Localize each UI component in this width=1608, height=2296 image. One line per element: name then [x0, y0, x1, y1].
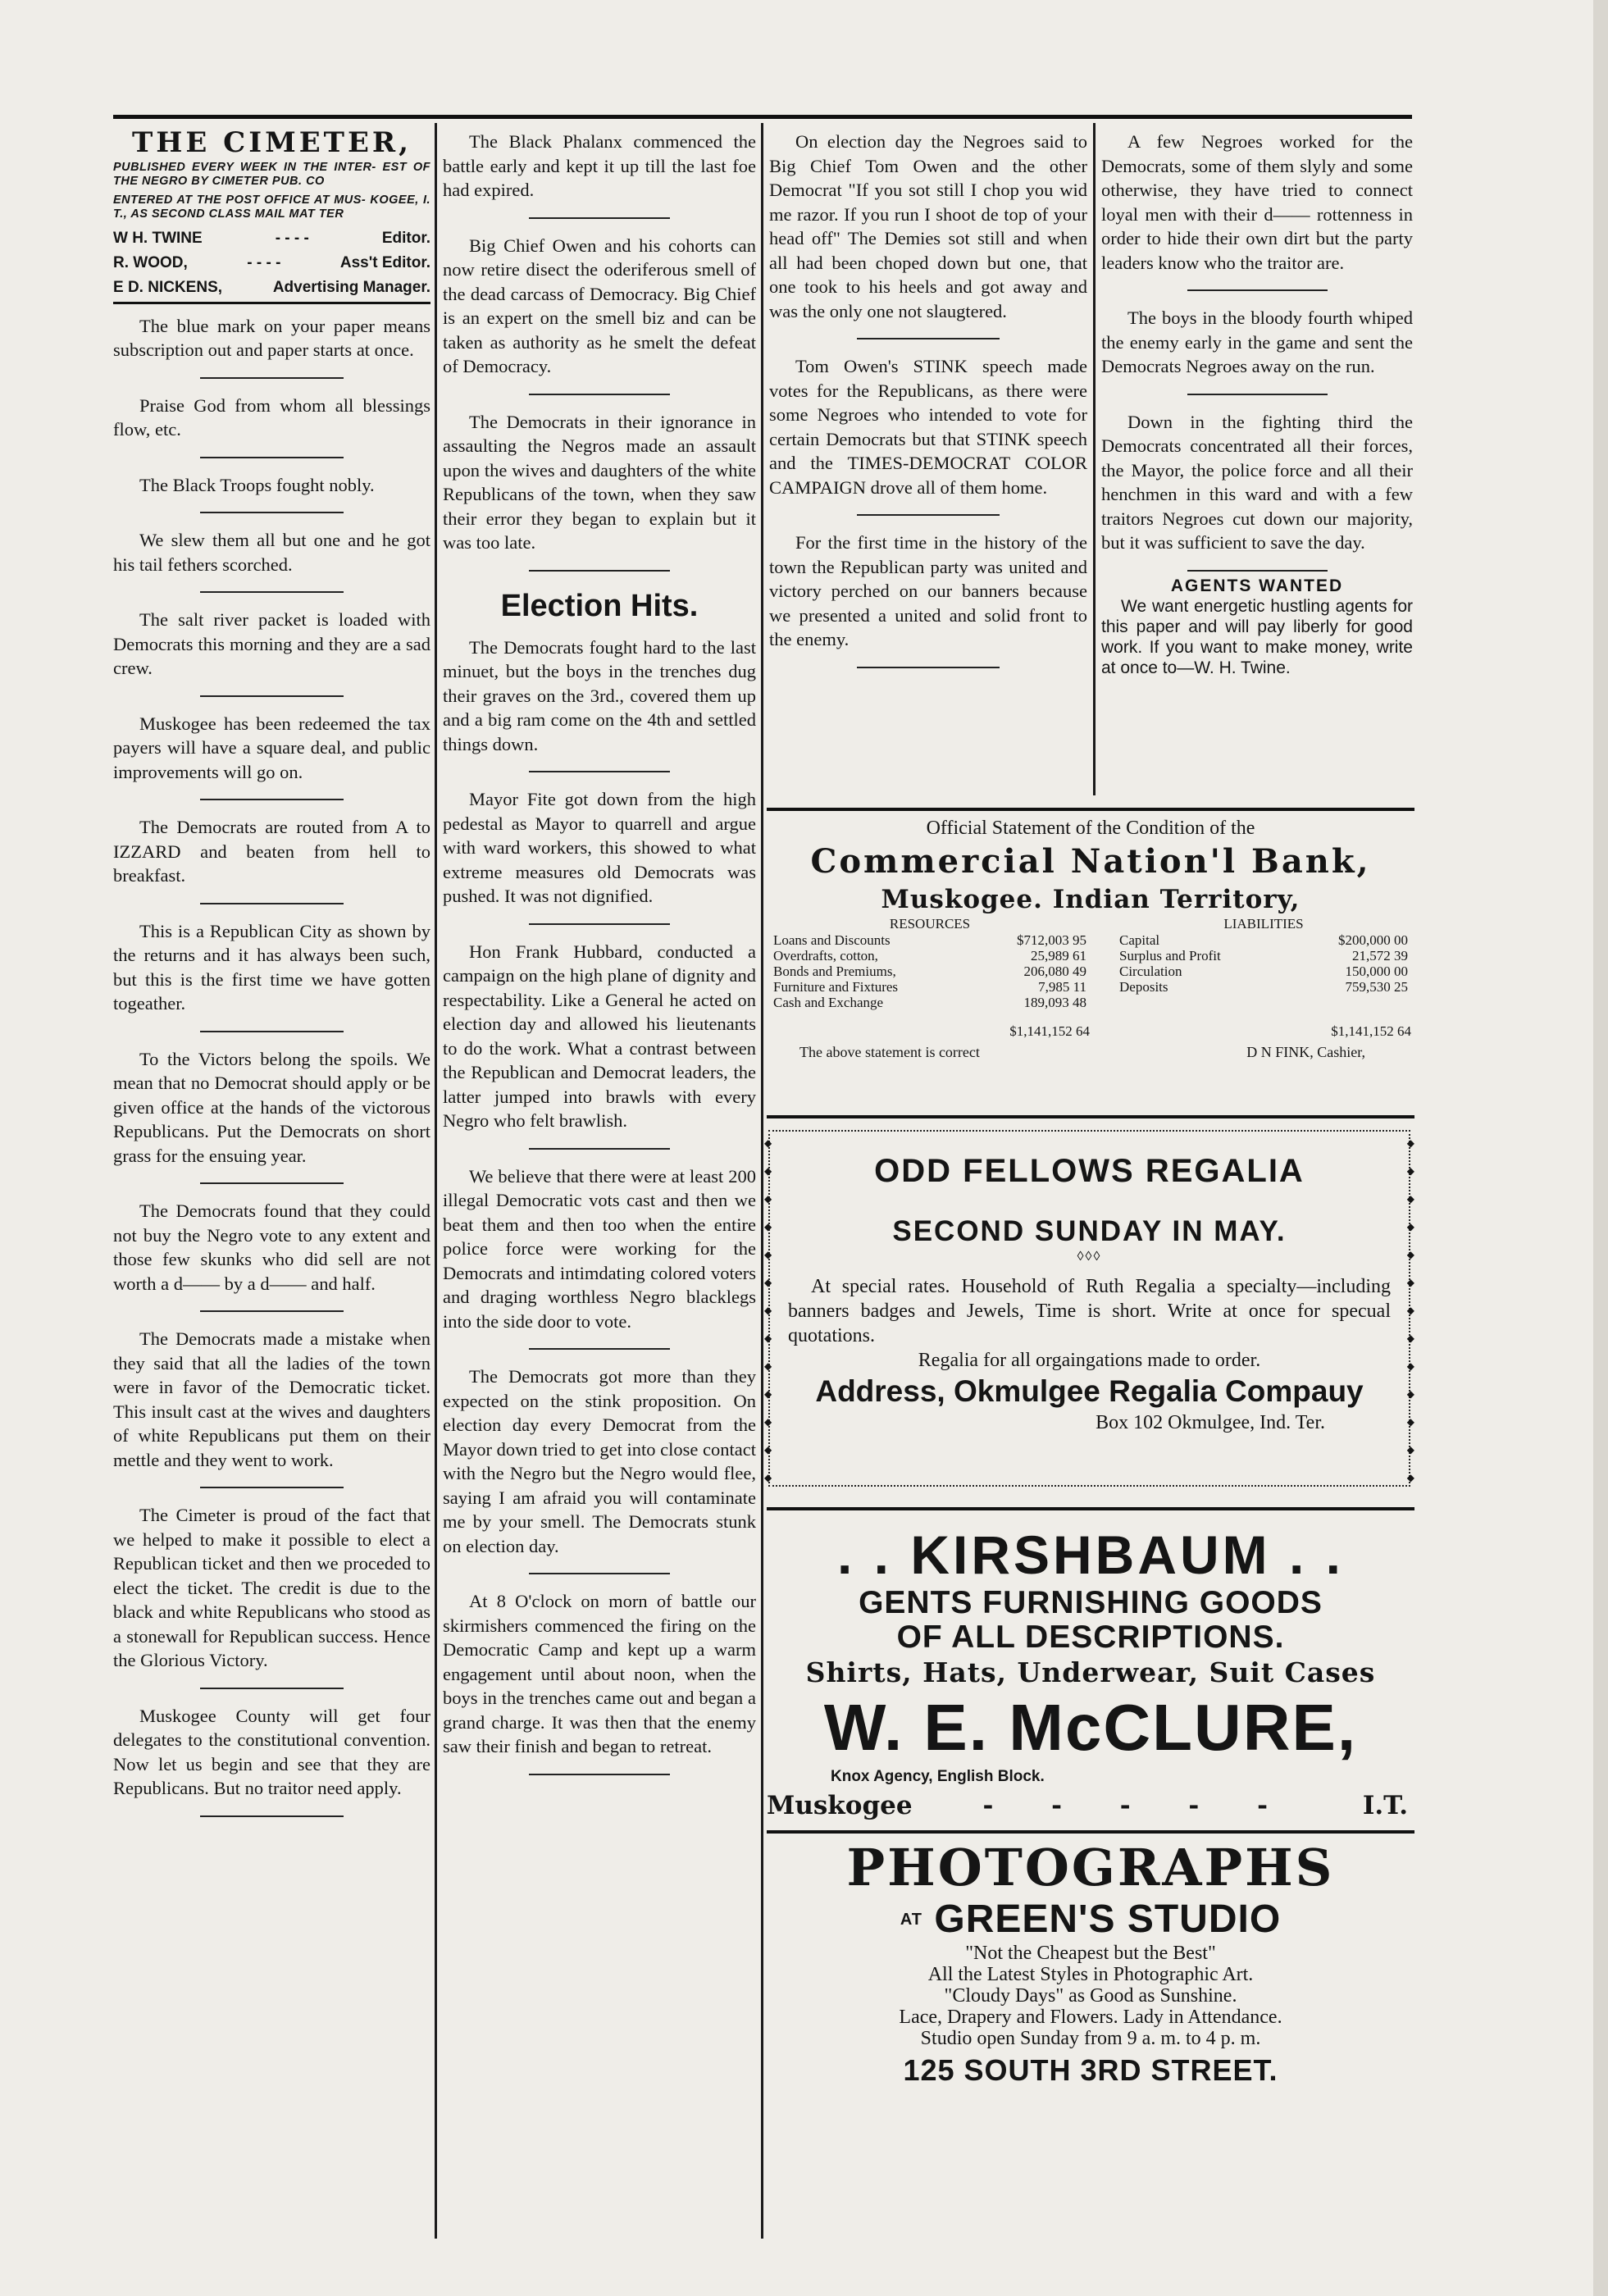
- staff-role: Advertising Manager.: [272, 278, 430, 296]
- article-paragraph: Big Chief Owen and his cohorts can now retire disect the oderiferous smell of the dead carcass of Democracy. Big Chief is an expert on the smell biz and can be taken as authority as he smelt the defeat of Democracy.: [443, 235, 756, 376]
- diamond-ornament: ◆: [1406, 1472, 1414, 1483]
- column-3: [769, 130, 1087, 802]
- studio-line: "Cloudy Days" as Good as Sunshine.: [944, 1985, 1237, 2007]
- statement-row: [770, 995, 1090, 1010]
- article-paragraph: We slew them all but one and he got his tail fethers scorched.: [113, 530, 430, 575]
- article-paragraph: On election day the Negroes said to Big Chief Tom Owen and the other Democrat "If you sot still I chop you wid me razor. If you run I shoot de top of your head off" The Demies sot still and when all had been choped down but one, that one took to his heels and got away and was the only one not slaugtered.: [769, 131, 1087, 321]
- gents-furnishing: GENTS FURNISHING GOODS: [859, 1585, 1323, 1620]
- diamond-ornament: ◆: [764, 1249, 772, 1260]
- diamond-ornament: ◆: [764, 1416, 772, 1428]
- statement-label: Cash and Exchange: [773, 995, 884, 1010]
- article-paragraph: We believe that there were at least 200 illegal Democratic vots cast and then we beat them and then too when the entire police force were working for the Democrats and intimdating colored voters and draging worthless Negro blacklegs into the side door to vote.: [443, 1165, 756, 1332]
- separator: [1187, 394, 1328, 395]
- article-paragraph: Muskogee has been redeemed the tax payers will have a square deal, and public improvements will go on.: [113, 713, 430, 782]
- column-rule-1: [435, 123, 437, 2239]
- statement-value: 189,093 48: [1023, 995, 1086, 1010]
- statement-label: Surplus and Profit: [1119, 948, 1221, 963]
- resources-block: [770, 916, 1090, 1040]
- statement-correct: The above statement is correct: [799, 1044, 980, 1060]
- column-3-items: [769, 130, 1087, 668]
- studio-lines: [767, 1943, 1414, 2049]
- diamond-ornament: ◆: [764, 1444, 772, 1456]
- diamond-ornament: ◆: [1406, 1249, 1414, 1260]
- column-rule-3: [1093, 123, 1096, 795]
- statement-label: Furniture and Fixtures: [773, 979, 899, 995]
- bank-name: Commercial Nation'l Bank,: [810, 842, 1371, 881]
- separator: [200, 457, 343, 458]
- bank-place: Muskogee. Indian Territory,: [881, 885, 1301, 914]
- rule-above-bank: [767, 808, 1414, 811]
- all-descriptions: OF ALL DESCRIPTIONS.: [896, 1620, 1285, 1655]
- resources-heading: RESOURCES: [889, 916, 971, 932]
- statement-label: Overdrafts, cotton,: [773, 948, 878, 963]
- diamond-ornament: ◆: [1406, 1388, 1414, 1400]
- kirshbaum-ad: [767, 1524, 1414, 1822]
- masthead-rule: [113, 302, 430, 304]
- diamond-ornament: ◆: [1406, 1165, 1414, 1177]
- separator: [200, 903, 343, 904]
- article-paragraph: Praise God from whom all blessings flow, etc.: [113, 394, 430, 440]
- kirshbaum-name: . . KIRSHBAUM . .: [836, 1524, 1344, 1585]
- separator: [200, 1031, 343, 1032]
- studio-line: "Not the Cheapest but the Best": [965, 1943, 1216, 1964]
- studio-line: Lace, Drapery and Flowers. Lady in Attendance.: [899, 2007, 1282, 2028]
- greens-studio: GREEN'S STUDIO: [934, 1897, 1282, 1941]
- separator: [529, 771, 670, 772]
- separator: [529, 1774, 670, 1775]
- statement-row: [770, 963, 1090, 979]
- article-paragraph: A few Negroes worked for the Democrats, some of them slyly and some otherwise, they have tried to connect loyal men with their d—— rottenness in order to hide their own dirt but the party leaders know who the traitor are.: [1101, 131, 1413, 273]
- statement-label: Loans and Discounts: [773, 932, 891, 948]
- separator: [1187, 570, 1328, 572]
- column-4: [1101, 130, 1413, 802]
- statement-value: $200,000 00: [1338, 932, 1408, 948]
- liabilities-table: [1116, 932, 1411, 995]
- rule-above-odd-fellows: [767, 1115, 1414, 1118]
- odd-fellows-body: At special rates. Household of Ruth Regalia a specialty—including banners badges and Jewels, Time is short. Write at once for specual quotations.: [788, 1276, 1391, 1346]
- separator: [857, 667, 1000, 668]
- article-paragraph: The Democrats fought hard to the last minuet, but the boys in the trenches dug their graves on the 3rd., covered them up and a big ram come on the 4th and settled things down.: [443, 636, 756, 754]
- column-4-items: [1101, 130, 1413, 555]
- article-paragraph: The blue mark on your paper means subscription out and paper starts at once.: [113, 315, 430, 360]
- separator: [200, 1487, 343, 1488]
- separator: [529, 394, 670, 395]
- masthead-title: THE CIMETER,: [131, 130, 412, 159]
- ornament: ◊◊◊: [1077, 1250, 1102, 1264]
- staff-dots: - - - -: [275, 229, 309, 247]
- diamond-ornament: ◆: [764, 1360, 772, 1372]
- diamond-ornament: ◆: [764, 1221, 772, 1232]
- resources-total: $1,141,152 64: [1009, 1023, 1090, 1039]
- dash-leader: - - - - -: [982, 1791, 1292, 1820]
- statement-value: 206,080 49: [1023, 963, 1086, 979]
- article-paragraph: To the Victors belong the spoils. We mean that no Democrat should apply or be given office at the hands of the victorous Republicans. Put the Democrats on short grass for the ensuing year.: [113, 1048, 430, 1166]
- studio-line: Studio open Sunday from 9 a. m. to 4 p. m.: [920, 2028, 1261, 2049]
- mcclure-name: W. E. McCLURE,: [823, 1691, 1358, 1764]
- statement-label: Circulation: [1119, 963, 1182, 979]
- diamond-ornament: ◆: [1406, 1221, 1414, 1232]
- statement-label: Deposits: [1119, 979, 1168, 995]
- statement-value: 21,572 39: [1352, 948, 1408, 963]
- diamond-ornament: ◆: [764, 1137, 772, 1149]
- regalia-box: Box 102 Okmulgee, Ind. Ter.: [1096, 1412, 1325, 1433]
- separator: [529, 923, 670, 925]
- diamond-ornament: ◆: [764, 1472, 772, 1483]
- studio-street: 125 SOUTH 3RD STREET.: [903, 2053, 1278, 2087]
- statement-label: Capital: [1119, 932, 1160, 948]
- diamond-ornament: ◆: [764, 1388, 772, 1400]
- at-word: AT: [900, 1911, 923, 1929]
- masthead-published: PUBLISHED EVERY WEEK IN THE INTER- EST OF THE NEGRO BY CIMETER PUB. CO: [113, 160, 430, 188]
- second-sunday-title: SECOND SUNDAY IN MAY.: [892, 1215, 1287, 1247]
- bank-intro: Official Statement of the Condition of the: [926, 818, 1255, 839]
- studio-line: All the Latest Styles in Photographic Art.: [927, 1964, 1254, 1985]
- statement-value: 150,000 00: [1345, 963, 1408, 979]
- separator: [200, 799, 343, 800]
- article-paragraph: The Democrats are routed from A to IZZARD and beaten from hell to breakfast.: [113, 817, 430, 886]
- separator: [1187, 289, 1328, 291]
- article-paragraph: For the first time in the history of the town the Republican party was united and victory perched on our banners because we presented a united and solid front to the enemy.: [769, 532, 1087, 649]
- staff-name: E D. NICKENS,: [113, 278, 223, 296]
- separator: [529, 570, 670, 572]
- staff-role: Editor.: [381, 229, 430, 247]
- staff-row: [113, 251, 430, 276]
- article-paragraph: The Cimeter is proud of the fact that we helped to make it possible to elect a Republican ticket and then we proceded to elect the ticket. The credit is due to the black and white Republicans who stood as a stonewall for Republican success. Hence the Glorious Victory.: [113, 1505, 430, 1670]
- statement-value: 25,989 61: [1031, 948, 1086, 963]
- article-paragraph: The Democrats in their ignorance in assaulting the Negros made an assault upon the wives and daughters of the white Republicans of the town, when they saw their error they began to explain but it was too late.: [443, 411, 756, 553]
- separator: [200, 512, 343, 513]
- separator: [200, 695, 343, 697]
- article-paragraph: The Democrats found that they could not buy the Negro vote to any extent and those few skunks who did sell are not worth a d—— by a d—— and half.: [113, 1200, 430, 1294]
- liabilities-total: $1,141,152 64: [1331, 1023, 1411, 1039]
- statement-row: [1116, 963, 1411, 979]
- agents-wanted-title: AGENTS WANTED: [1170, 576, 1344, 595]
- column-1-items: [113, 314, 430, 1817]
- staff-dots: - - - -: [247, 253, 281, 271]
- statement-label: Bonds and Premiums,: [773, 963, 896, 979]
- territory-abbrev: I.T.: [1362, 1791, 1408, 1820]
- diamond-ornament: ◆: [1406, 1360, 1414, 1372]
- column-2-items-bottom: [443, 636, 756, 1775]
- top-rule: [113, 115, 1412, 119]
- regalia-address: Address, Okmulgee Regalia Compauy: [815, 1374, 1364, 1408]
- photographs-title: PHOTOGRAPHS: [846, 1838, 1335, 1897]
- statement-row: [1116, 948, 1411, 963]
- bank-statement: [767, 816, 1414, 1061]
- odd-fellows-ad: [764, 1130, 1414, 1487]
- separator: [529, 1573, 670, 1574]
- statement-row: [1116, 932, 1411, 948]
- column-1: [113, 130, 430, 2229]
- article-paragraph: The Democrats made a mistake when they said that all the ladies of the town were in favor of the Democratic ticket. This insult cast at the wives and daughters of white Republicans put them on their mettle and they went to work.: [113, 1328, 430, 1470]
- statement-row: [770, 979, 1090, 995]
- separator: [200, 1815, 343, 1817]
- statement-row: [1116, 979, 1411, 995]
- separator: [200, 1310, 343, 1312]
- rule-above-kirshbaum: [767, 1507, 1414, 1510]
- statement-row: [770, 932, 1090, 948]
- article-paragraph: The Black Troops fought nobly.: [139, 474, 375, 495]
- diamond-ornament: ◆: [1406, 1444, 1414, 1456]
- diamond-ornament: ◆: [1406, 1332, 1414, 1344]
- photographs-ad: [767, 1839, 1414, 2092]
- column-2: [443, 130, 756, 2229]
- muskogee-town: Muskogee: [767, 1791, 913, 1820]
- knox-agency: Knox Agency, English Block.: [831, 1768, 1045, 1785]
- resources-table: [770, 932, 1090, 1010]
- statement-value: 759,530 25: [1345, 979, 1408, 995]
- diamond-ornament: ◆: [1406, 1193, 1414, 1205]
- separator: [200, 591, 343, 593]
- separator: [200, 377, 343, 379]
- liabilities-heading: LIABILITIES: [1223, 916, 1304, 932]
- diamond-ornament: ◆: [764, 1193, 772, 1205]
- odd-fellows-title: ODD FELLOWS REGALIA: [874, 1153, 1305, 1189]
- article-paragraph: At 8 O'clock on morn of battle our skirmishers commenced the firing on the Democratic Camp and kept up a warm engagement until about noon, when the boys in the trenches came out and began a grand charge. It was then that the enemy saw their finish and began to retreat.: [443, 1591, 756, 1756]
- diamond-ornament: ◆: [1406, 1416, 1414, 1428]
- staff-name: W H. TWINE: [113, 229, 203, 247]
- article-paragraph: The salt river packet is loaded with Democrats this morning and they are a sad crew.: [113, 609, 430, 678]
- masthead-entered: ENTERED AT THE POST OFFICE AT MUS- KOGEE, I. T., AS SECOND CLASS MAIL MAT TER: [113, 193, 430, 221]
- separator: [200, 1182, 343, 1184]
- article-paragraph: This is a Republican City as shown by the returns and it has always been such, but this is the first time we have gotten togeather.: [113, 920, 430, 1014]
- diamond-ornament: ◆: [764, 1305, 772, 1316]
- staff-row: [113, 226, 430, 251]
- page-edge: [1593, 0, 1608, 2296]
- staff-row: [113, 276, 430, 300]
- staff-name: R. WOOD,: [113, 253, 188, 271]
- column-rule-2: [761, 123, 763, 2239]
- separator: [529, 217, 670, 219]
- diamond-ornament: ◆: [1406, 1137, 1414, 1149]
- liabilities-block: [1116, 916, 1411, 1040]
- article-paragraph: The Black Phalanx commenced the battle early and kept it up till the last foe had expired.: [443, 131, 756, 200]
- separator: [529, 1148, 670, 1150]
- separator: [529, 1348, 670, 1350]
- article-paragraph: Mayor Fite got down from the high pedestal as Mayor to quarrell and argue with ward workers, this showed to what extreme measures old Democrats was pushed. It was not dignified.: [443, 789, 756, 906]
- article-paragraph: The boys in the bloody fourth whiped the enemy early in the game and sent the Democrats Negroes away on the run.: [1101, 308, 1413, 376]
- agents-wanted-text: We want energetic hustling agents for this paper and will pay liberly for good work. If you want to make money, write at once to—W. H. Twine.: [1101, 596, 1413, 677]
- diamond-ornament: ◆: [764, 1332, 772, 1344]
- diamond-ornament: ◆: [764, 1277, 772, 1288]
- article-paragraph: Muskogee County will get four delegates to the constitutional convention. Now let us begin and see that they are Republicans. But no traitor need apply.: [113, 1705, 430, 1798]
- cashier-signature: D N FINK, Cashier,: [1246, 1044, 1365, 1060]
- regalia-line: Regalia for all orgaingations made to order.: [918, 1350, 1261, 1371]
- staff-role: Ass't Editor.: [339, 253, 430, 271]
- separator: [200, 1688, 343, 1689]
- article-paragraph: The Democrats got more than they expected on the stink proposition. On election day every Democrat from the Mayor down tried to get into close contact with the Negro but the Negro would flee, saying I am afraid you will contaminate me by your smell. The Democrats stunk on election day.: [443, 1366, 756, 1556]
- column-2-items-top: [443, 130, 756, 572]
- separator: [857, 514, 1000, 516]
- article-paragraph: Down in the fighting third the Democrats concentrated all their forces, the Mayor, the police force and all their henchmen in this ward and with a few traitors Negroes cut down our majority, but it was sufficient to save the day.: [1101, 411, 1413, 553]
- separator: [857, 338, 1000, 339]
- statement-value: $712,003 95: [1017, 932, 1086, 948]
- diamond-ornament: ◆: [1406, 1305, 1414, 1316]
- diamond-ornament: ◆: [764, 1165, 772, 1177]
- article-paragraph: Hon Frank Hubbard, conducted a campaign on the high plane of dignity and respectability. Like a General he acted on election day and allowed his lieutenants to do the work. What a contrast between the Republican and Democrat leaders, the latter jumped into brawls with every Negro who felt brawlish.: [443, 941, 756, 1131]
- statement-value: 7,985 11: [1038, 979, 1086, 995]
- diamond-ornament: ◆: [1406, 1277, 1414, 1288]
- election-hits-heading: Election Hits.: [500, 588, 699, 623]
- rule-above-photographs: [767, 1830, 1414, 1834]
- masthead-staff: [113, 226, 430, 300]
- shirts-line: Shirts, Hats, Underwear, Suit Cases: [805, 1656, 1376, 1688]
- statement-row: [770, 948, 1090, 963]
- article-paragraph: Tom Owen's STINK speech made votes for the Republicans, as there were some Negroes who intended to vote for certain Democrats but that STINK speech and the TIMES-DEMOCRAT COLOR CAMPAIGN drove all of them home.: [769, 356, 1087, 498]
